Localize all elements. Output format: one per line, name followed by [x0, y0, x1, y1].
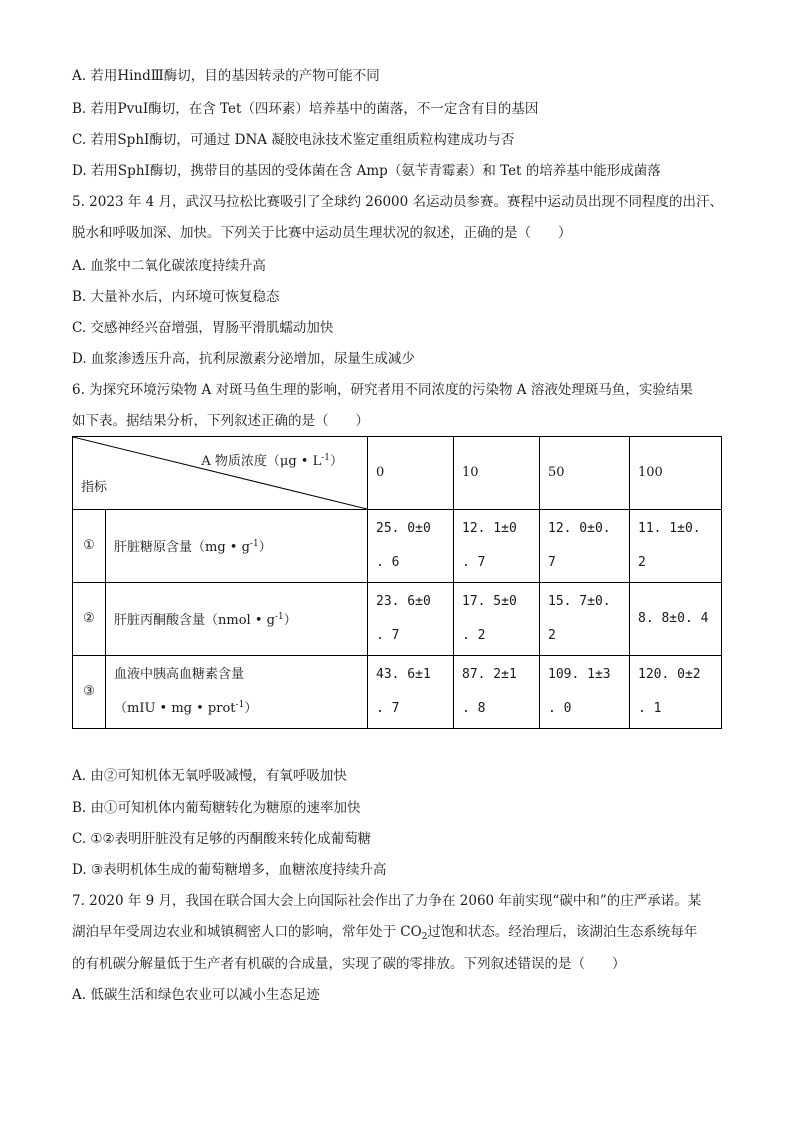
- q6-option-c: C. ①②表明肝脏没有足够的丙酮酸来转化成葡萄糖: [72, 831, 372, 847]
- row-label: [106, 656, 368, 729]
- row-label-text: 肝脏糖原含量（mg • g: [114, 540, 250, 555]
- table-row: [73, 656, 722, 729]
- cell-line1: 12. 0±0.: [548, 521, 611, 536]
- row-label-unit-close: ）: [244, 701, 258, 716]
- row-label-close: ）: [283, 613, 297, 628]
- concentration-header: [201, 449, 343, 471]
- concentration-50: 50: [540, 437, 630, 510]
- q7-stem-line1: 7. 2020 年 9 月，我国在联合国大会上向国际社会作出了力争在 2060 年前实现“碳中和”的庄严承诺。某: [72, 893, 702, 909]
- table-cell: [540, 583, 630, 656]
- q6-stem-line2: 如下表。据结果分析，下列叙述正确的是（ ）: [72, 413, 369, 429]
- cell-line2: . 8: [462, 701, 486, 716]
- cell-line1: 87. 2±1: [462, 667, 517, 682]
- q6-stem-line1: 6. 为探究环境污染物 A 对斑马鱼生理的影响，研究者用不同浓度的污染物 A 溶液处理斑马鱼，实验结果: [72, 382, 693, 398]
- table-cell: [540, 510, 630, 583]
- q5-stem-line1: 5. 2023 年 4 月，武汉马拉松比赛吸引了全球约 26000 名运动员参赛。赛程中运动员出现不同程度的出汗、: [72, 194, 724, 210]
- cell-line2: 7: [548, 555, 556, 570]
- row-label-text: 肝脏丙酮酸含量（nmol • g: [114, 613, 275, 628]
- table-cell: [454, 656, 540, 729]
- row-label-unit-sup: -1: [235, 700, 245, 710]
- table-cell: [368, 583, 454, 656]
- diagonal-divider: [73, 437, 367, 509]
- q6-option-b: B. 由①可知机体内葡萄糖转化为糖原的速率加快: [72, 800, 361, 816]
- cell-line1: 23. 6±0: [376, 594, 431, 609]
- cell-line1: 25. 0±0: [376, 521, 431, 536]
- table-cell: [540, 656, 630, 729]
- concentration-header-sup: -1: [321, 453, 330, 463]
- table-cell: [368, 656, 454, 729]
- row-number: ②: [73, 583, 106, 656]
- results-table: [72, 436, 722, 729]
- q5-stem-line2: 脱水和呼吸加深、加快。下列关于比赛中运动员生理状况的叙述，正确的是（ ）: [72, 225, 572, 241]
- cell-line1: 17. 5±0: [462, 594, 517, 609]
- cell-line2: . 6: [376, 555, 400, 570]
- q4-option-b: B. 若用PvuⅠ酶切，在含 Tet（四环素）培养基中的菌落，不一定含有目的基因: [72, 101, 539, 117]
- q4-option-a: A. 若用HindⅢ酶切，目的基因转录的产物可能不同: [72, 68, 380, 84]
- q7-stem-line2-text: 湖泊早年受周边农业和城镇稠密人口的影响，常年处于 CO: [72, 924, 422, 940]
- concentration-100: 100: [630, 437, 722, 510]
- concentration-header-close: ）: [329, 454, 343, 469]
- cell-line2: . 2: [462, 628, 486, 643]
- q5-option-b: B. 大量补水后，内环境可恢复稳态: [72, 289, 280, 305]
- table-cell: [368, 510, 454, 583]
- cell-line1: 8. 8±0. 4: [638, 611, 709, 626]
- cell-line2: . 7: [376, 701, 400, 716]
- cell-line2: . 7: [462, 555, 486, 570]
- table-cell: [454, 583, 540, 656]
- q6-option-a: A. 由②可知机体无氧呼吸减慢，有氧呼吸加快: [72, 768, 347, 784]
- table-cell: [630, 583, 722, 656]
- q7-stem-line3: 的有机碳分解量低于生产者有机碳的合成量，实现了碳的零排放。下列叙述错误的是（ ）: [72, 956, 626, 972]
- cell-line1: 11. 1±0.: [638, 521, 701, 536]
- q7-stem-line2: [72, 923, 697, 946]
- co2-subscript: 2: [421, 932, 428, 942]
- table-cell: [630, 510, 722, 583]
- cell-line1: 120. 0±2: [638, 667, 701, 682]
- row-label-sup: -1: [274, 612, 284, 622]
- table-header-row: [73, 437, 722, 510]
- table-row: [73, 583, 722, 656]
- q4-option-c: C. 若用SphⅠ酶切，可通过 DNA 凝胶电泳技术鉴定重组质粒构建成功与否: [72, 132, 515, 148]
- table-cell: [454, 510, 540, 583]
- row-number: ①: [73, 510, 106, 583]
- q5-option-d: D. 血浆渗透压升高，抗利尿激素分泌增加，尿量生成减少: [72, 351, 415, 367]
- concentration-header-text: A 物质浓度（μg • L: [201, 454, 322, 469]
- cell-line1: 15. 7±0.: [548, 594, 611, 609]
- cell-line2: . 1: [638, 701, 662, 716]
- cell-line2: . 7: [376, 628, 400, 643]
- q5-option-c: C. 交感神经兴奋增强，胃肠平滑肌蠕动加快: [72, 320, 334, 336]
- row-label-unit: [114, 695, 359, 719]
- row-label-unit-text: （mIU • mg • prot: [114, 701, 236, 716]
- row-label-close: ）: [258, 540, 272, 555]
- row-label-sup: -1: [249, 539, 259, 549]
- row-number: ③: [73, 656, 106, 729]
- q4-option-d: D. 若用SphⅠ酶切，携带目的基因的受体菌在含 Amp（氨苄青霉素）和 Tet 的培养基中能形成菌落: [72, 163, 661, 179]
- cell-line2: . 0: [548, 701, 572, 716]
- q7-option-a: A. 低碳生活和绿色农业可以减小生态足迹: [72, 987, 320, 1003]
- q6-option-d: D. ③表明机体生成的葡萄糖增多，血糖浓度持续升高: [72, 862, 387, 878]
- row-label: [106, 510, 368, 583]
- table-row: [73, 510, 722, 583]
- q7-stem-line2-rest: 过饱和状态。经治理后，该湖泊生态系统每年: [427, 924, 698, 940]
- table-cell: [630, 656, 722, 729]
- cell-line1: 12. 1±0: [462, 521, 517, 536]
- cell-line1: 109. 1±3: [548, 667, 611, 682]
- diagonal-header-cell: [73, 437, 368, 510]
- cell-line2: 2: [638, 555, 646, 570]
- concentration-0: 0: [368, 437, 454, 510]
- concentration-10: 10: [454, 437, 540, 510]
- row-label-text: 血液中胰高血糖素含量: [114, 667, 245, 682]
- cell-line1: 43. 6±1: [376, 667, 431, 682]
- q5-option-a: A. 血浆中二氧化碳浓度持续升高: [72, 258, 266, 274]
- indicator-header: 指标: [81, 480, 108, 495]
- row-label: [106, 583, 368, 656]
- cell-line2: 2: [548, 628, 556, 643]
